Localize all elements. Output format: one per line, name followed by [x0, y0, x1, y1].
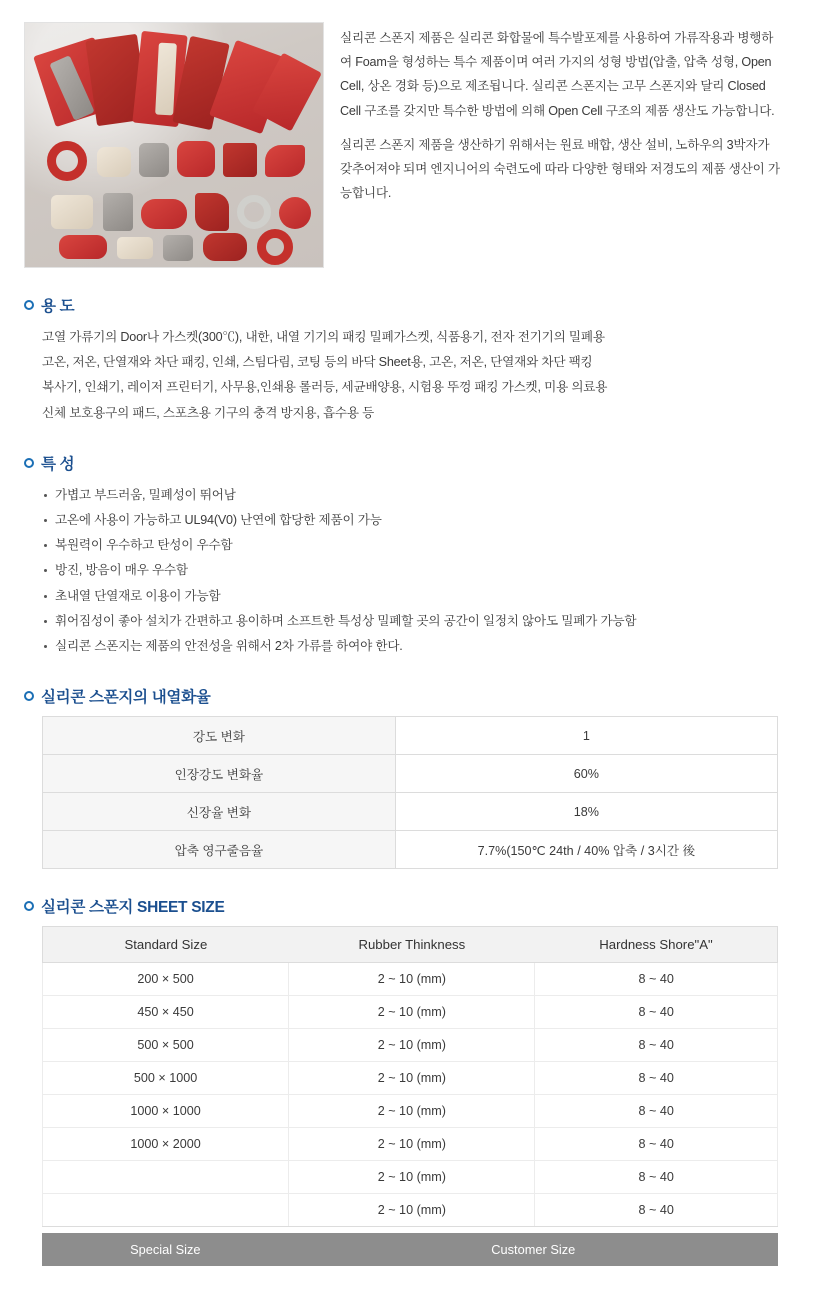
table-row [43, 1095, 778, 1128]
table-cell-value: 60% [395, 755, 777, 793]
table-row [43, 831, 778, 869]
list-item: 실리콘 스폰지는 제품의 안전성을 위해서 2차 가류를 하여야 한다. [44, 634, 784, 659]
table-cell-value: 7.7%(150℃ 24th / 40% 압축 / 3시간 後 [395, 831, 777, 869]
table-cell: 2 ~ 10 (mm) [289, 1194, 535, 1227]
list-item: 가볍고 부드러움, 밀폐성이 뛰어남 [44, 483, 784, 508]
table-cell: 500 × 500 [43, 1029, 289, 1062]
list-item: 고온, 저온, 단열재와 차단 패킹, 인쇄, 스팀다림, 코팅 등의 바닥 Sheet용, 고온, 저온, 단열재와 차단 팩킹 [42, 355, 593, 370]
table-cell: 2 ~ 10 (mm) [289, 1128, 535, 1161]
table-cell-label: 강도 변화 [43, 717, 396, 755]
circle-bullet-icon [24, 300, 34, 310]
table-cell-label: 인장강도 변화율 [43, 755, 396, 793]
section-use-title: 용 도 [41, 298, 75, 315]
table-cell: 8 ~ 40 [535, 1062, 778, 1095]
table-cell-value: 18% [395, 793, 777, 831]
list-item: 휘어짐성이 좋아 설치가 간편하고 용이하며 소프트한 특성상 밀폐할 곳의 공간이 일정치 않아도 밀폐가 가능함 [44, 609, 784, 634]
section-sheet-header [24, 895, 784, 917]
table-row [43, 1062, 778, 1095]
table-cell: 1000 × 2000 [43, 1128, 289, 1161]
table-cell [43, 1161, 289, 1194]
table-cell-label: 신장율 변화 [43, 793, 396, 831]
customer-size-label: Customer Size [491, 1242, 576, 1258]
section-use [24, 294, 784, 426]
feature-list [24, 483, 784, 659]
list-item: 방진, 방음이 매우 우수함 [44, 558, 784, 583]
table-cell: 2 ~ 10 (mm) [289, 996, 535, 1029]
section-sheet-title: 실리콘 스폰지 SHEET SIZE [41, 899, 225, 917]
list-item: 고열 가류기의 Door나 가스켓(300℃), 내한, 내열 기기의 패킹 밀폐가스켓, 식품용기, 전자 전기기의 밀폐용 [42, 330, 605, 344]
table-cell-label: 압축 영구줄음율 [43, 831, 396, 869]
product-photo [24, 22, 324, 268]
table-cell-value: 1 [395, 717, 777, 755]
list-item: 초내열 단열재로 이용이 가능함 [44, 584, 784, 609]
table-cell: 200 × 500 [43, 963, 289, 996]
section-features-title: 특 성 [41, 455, 75, 473]
table-cell: 2 ~ 10 (mm) [289, 1161, 535, 1194]
use-list [24, 325, 784, 426]
table-cell: 8 ~ 40 [535, 963, 778, 996]
column-header: Standard Size [43, 927, 289, 963]
table-cell: 8 ~ 40 [535, 1128, 778, 1161]
table-row [43, 755, 778, 793]
table-row [43, 1128, 778, 1161]
table-row [43, 1194, 778, 1227]
table-cell: 2 ~ 10 (mm) [289, 963, 535, 996]
table-row [43, 996, 778, 1029]
table-cell: 8 ~ 40 [535, 996, 778, 1029]
table-cell: 2 ~ 10 (mm) [289, 1062, 535, 1095]
table-cell: 8 ~ 40 [535, 1095, 778, 1128]
section-sheet-size [24, 895, 784, 1266]
intro-paragraph: 실리콘 스폰지 제품을 생산하기 위해서는 원료 배합, 생산 설비, 노하우의 3박자가 갖추어져야 되며 엔지니어의 숙련도에 따라 다양한 형태와 저경도의 제품 생산이 가능합니다. [340, 137, 780, 201]
section-heat-title: 실리콘 스폰지의 내열화율 [41, 689, 211, 707]
table-row [43, 1029, 778, 1062]
table-cell: 8 ~ 40 [535, 1029, 778, 1062]
table-row [43, 1161, 778, 1194]
table-cell: 2 ~ 10 (mm) [289, 1095, 535, 1128]
table-row [43, 793, 778, 831]
circle-bullet-icon [24, 458, 34, 468]
section-heat-resistance [24, 685, 784, 869]
circle-bullet-icon [24, 691, 34, 701]
table-cell: 2 ~ 10 (mm) [289, 1029, 535, 1062]
heat-resistance-table [42, 716, 778, 869]
list-item: 복원력이 우수하고 탄성이 우수함 [44, 533, 784, 558]
circle-bullet-icon [24, 901, 34, 911]
sheet-size-table [42, 926, 778, 1227]
column-header: Hardness Shore"A" [535, 927, 778, 963]
heat-table-wrap [24, 716, 784, 869]
intro-text [340, 22, 784, 205]
section-features-header [24, 452, 784, 474]
table-header-row [43, 927, 778, 963]
list-item: 신체 보호용구의 패드, 스포츠용 기구의 충격 방지용, 흡수용 등 [42, 405, 375, 420]
section-use-header [24, 294, 784, 316]
table-cell: 450 × 450 [43, 996, 289, 1029]
table-cell: 500 × 1000 [43, 1062, 289, 1095]
sheet-table-wrap [24, 926, 784, 1266]
table-cell: 8 ~ 40 [535, 1194, 778, 1227]
table-cell: 8 ~ 40 [535, 1161, 778, 1194]
product-photo-image [25, 23, 323, 267]
intro-paragraph: 실리콘 스폰지 제품은 실리콘 화합물에 특수발포제를 사용하여 가류작용과 병행하여 Foam을 형성하는 특수 제품이며 여러 가지의 성형 방법(압출, 압축 성형, Open Cell, 상온 경화 등)으로 제조됩니다. 실리콘 스폰지는 고무 스폰지와 달리 Closed Cell 구조를 갖지만 특수한 방법에 의해 Open Cell 구조의 제품 생산도 가능합니다. [340, 31, 775, 118]
section-features [24, 452, 784, 659]
section-heat-header [24, 685, 784, 707]
list-item: 복사기, 인쇄기, 레이저 프린터기, 사무용,인쇄용 롤러등, 세균배양용, 시험용 뚜껑 패킹 가스켓, 미용 의료용 [42, 380, 608, 395]
sheet-footer-bar [42, 1233, 778, 1266]
intro-block [24, 22, 784, 268]
table-cell [43, 1194, 289, 1227]
table-row [43, 963, 778, 996]
table-cell: 1000 × 1000 [43, 1095, 289, 1128]
special-size-label: Special Size [130, 1242, 201, 1258]
column-header: Rubber Thinkness [289, 927, 535, 963]
table-row [43, 717, 778, 755]
list-item: 고온에 사용이 가능하고 UL94(V0) 난연에 합당한 제품이 가능 [44, 508, 784, 533]
